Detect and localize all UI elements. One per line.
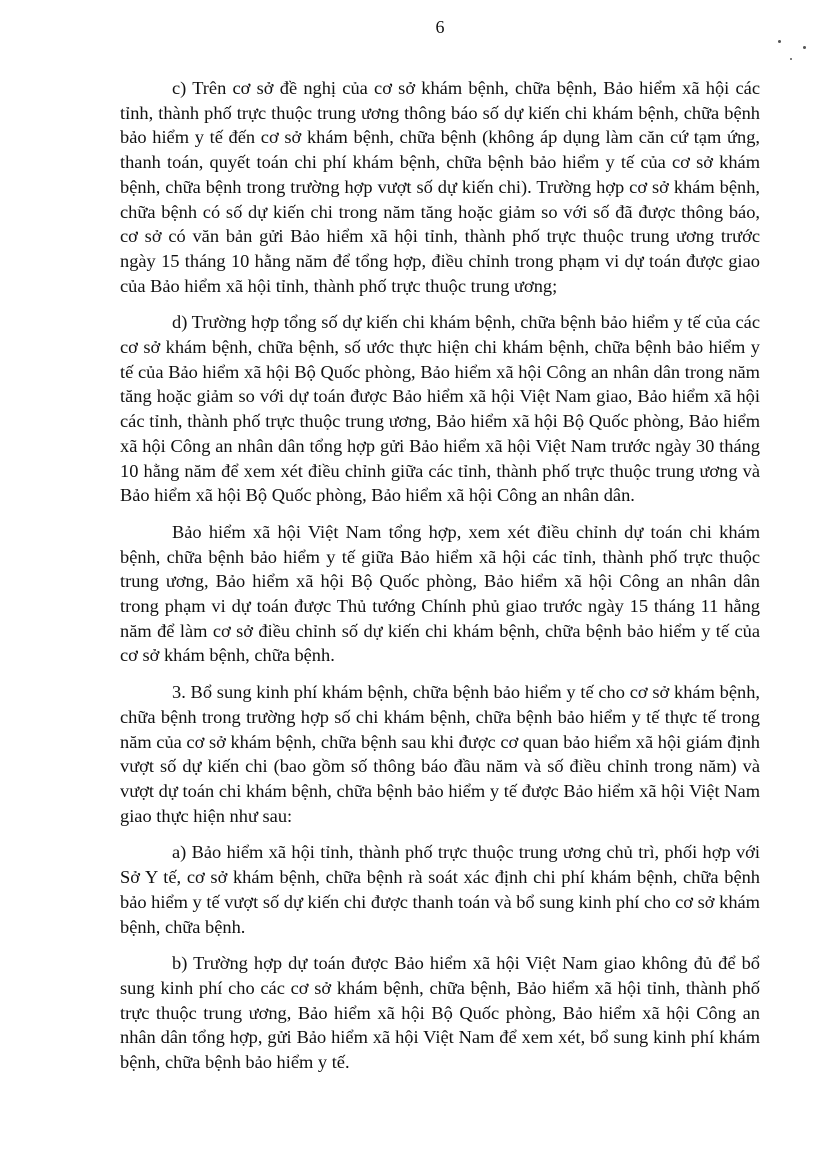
scan-speck: [803, 46, 806, 49]
document-body: [120, 76, 760, 1075]
page-number: 6: [435, 17, 445, 37]
paragraph-section-3: 3. Bổ sung kinh phí khám bệnh, chữa bệnh bảo hiểm y tế cho cơ sở khám bệnh, chữa bệnh trong trường hợp số chi khám bệnh, chữa bệnh bảo hiểm y tế thực tế trong năm của cơ sở khám bệnh, chữa bệnh sau khi được cơ quan bảo hiểm xã hội giám định vượt số dự kiến chi (bao gồm số thông báo đầu năm và số điều chỉnh trong năm) và vượt dự toán chi khám bệnh, chữa bệnh bảo hiểm y tế được Bảo hiểm xã hội Việt Nam giao thực hiện như sau:: [120, 682, 760, 826]
scan-speck: [778, 40, 781, 43]
paragraph-3b: b) Trường hợp dự toán được Bảo hiểm xã hội Việt Nam giao không đủ để bổ sung kinh phí cho các cơ sở khám bệnh, chữa bệnh, Bảo hiểm xã hội tỉnh, thành phố trực thuộc trung ương, Bảo hiểm xã hội Bộ Quốc phòng, Bảo hiểm xã hội Công an nhân dân tổng hợp, gửi Bảo hiểm xã hội Việt Nam để xem xét, bổ sung kinh phí khám bệnh, chữa bệnh bảo hiểm y tế.: [120, 953, 760, 1073]
paragraph-vss-adjustment: Bảo hiểm xã hội Việt Nam tổng hợp, xem xét điều chỉnh dự toán chi khám bệnh, chữa bệnh bảo hiểm y tế giữa Bảo hiểm xã hội các tỉnh, thành phố trực thuộc trung ương, Bảo hiểm xã hội Bộ Quốc phòng, Bảo hiểm xã hội Công an nhân dân trong phạm vi dự toán được Thủ tướng Chính phủ giao trước ngày 15 tháng 11 hằng năm để làm cơ sở điều chỉnh số dự kiến chi khám bệnh, chữa bệnh bảo hiểm y tế của cơ sở khám bệnh, chữa bệnh.: [120, 521, 760, 666]
paragraph-3a: a) Bảo hiểm xã hội tỉnh, thành phố trực thuộc trung ương chủ trì, phối hợp với Sở Y tế, cơ sở khám bệnh, chữa bệnh rà soát xác định chi phí khám bệnh, chữa bệnh bảo hiểm y tế vượt số dự kiến chi được thanh toán và bổ sung kinh phí cho cơ sở khám bệnh, chữa bệnh.: [120, 842, 760, 937]
scan-speck: [790, 58, 792, 60]
paragraph-c: c) Trên cơ sở đề nghị của cơ sở khám bệnh, chữa bệnh, Bảo hiểm xã hội các tỉnh, thành phố trực thuộc trung ương thông báo số dự kiến chi khám bệnh, chữa bệnh bảo hiểm y tế đến cơ sở khám bệnh, chữa bệnh (không áp dụng làm căn cứ tạm ứng, thanh toán, quyết toán chi phí khám bệnh, chữa bệnh bảo hiểm y tế của cơ sở khám bệnh, chữa bệnh trong trường hợp vượt số dự kiến chi). Trường hợp cơ sở khám bệnh, chữa bệnh có số dự kiến chi trong năm tăng hoặc giảm so với số đã được thông báo, cơ sở có văn bản gửi Bảo hiểm xã hội tỉnh, thành phố trực thuộc trung ương trước ngày 15 tháng 10 hằng năm để tổng hợp, điều chỉnh trong phạm vi dự toán được giao của Bảo hiểm xã hội tỉnh, thành phố trực thuộc trung ương;: [120, 78, 760, 296]
paragraph-d: d) Trường hợp tổng số dự kiến chi khám bệnh, chữa bệnh bảo hiểm y tế của các cơ sở khám bệnh, chữa bệnh, số ước thực hiện chi khám bệnh, chữa bệnh bảo hiểm y tế của Bảo hiểm xã hội Bộ Quốc phòng, Bảo hiểm xã hội Công an nhân dân trong năm tăng hoặc giảm so với dự toán được Bảo hiểm xã hội Việt Nam giao, Bảo hiểm xã hội các tỉnh, thành phố trực thuộc trung ương, Bảo hiểm xã hội Bộ Quốc phòng, Bảo hiểm xã hội Công an nhân dân tổng hợp gửi Bảo hiểm xã hội Việt Nam trước ngày 30 tháng 10 hằng năm để xem xét điều chỉnh giữa các tỉnh, thành phố trực thuộc trung ương và Bảo hiểm xã hội Bộ Quốc phòng, Bảo hiểm xã hội Công an nhân dân.: [120, 312, 760, 506]
